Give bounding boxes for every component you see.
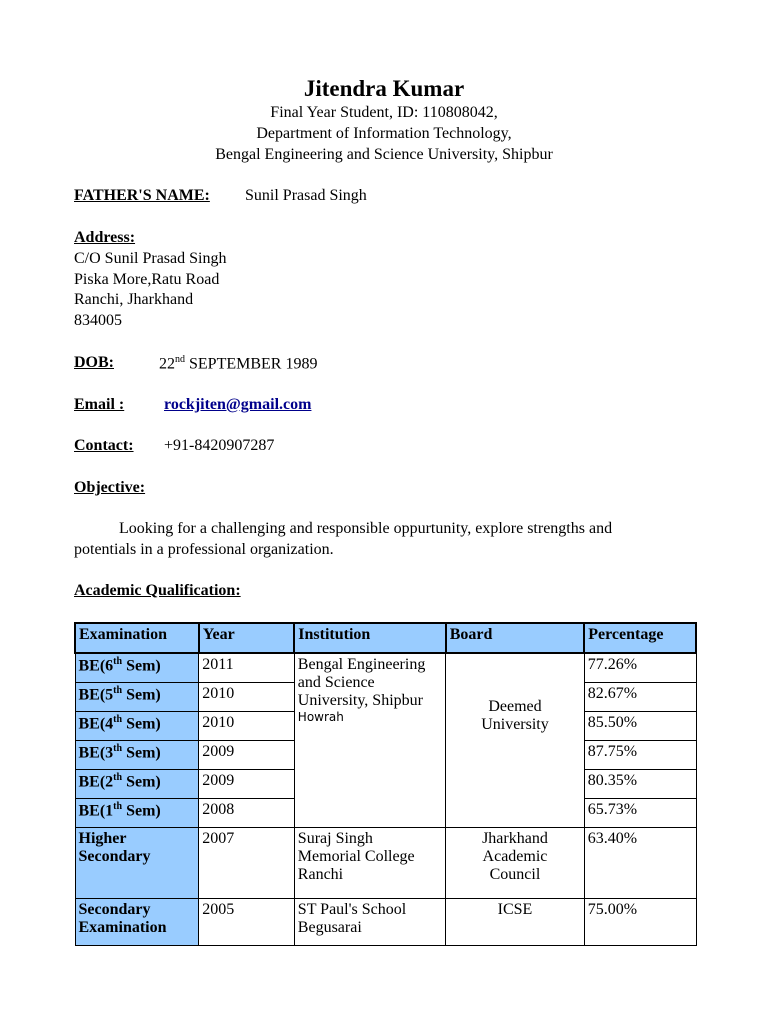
percent-cell: 82.67% bbox=[584, 683, 696, 712]
year-cell: 2009 bbox=[199, 741, 295, 770]
contact-value: +91-8420907287 bbox=[164, 437, 275, 454]
year-cell: 2007 bbox=[199, 828, 295, 899]
exam-cell: Secondary Examination bbox=[75, 899, 199, 946]
father-row bbox=[74, 187, 210, 205]
table-row bbox=[75, 828, 696, 899]
academic-label-row bbox=[74, 582, 241, 600]
objective-text-line-1: Looking for a challenging and responsible oppurtunity, explore strengths and bbox=[119, 520, 613, 537]
objective-label-row bbox=[74, 479, 145, 497]
year-cell: 2008 bbox=[199, 799, 295, 828]
institution-cell: Bengal Engineering and Science University, Shipbur Howrah bbox=[294, 653, 445, 828]
percent-cell: 80.35% bbox=[584, 770, 696, 799]
dob-value bbox=[159, 354, 317, 373]
table-row bbox=[75, 653, 696, 683]
objective-label: Objective: bbox=[74, 479, 146, 496]
exam-cell: BE(3th Sem) bbox=[75, 741, 199, 770]
father-label: FATHER'S NAME: bbox=[74, 187, 210, 204]
table-row bbox=[75, 899, 696, 946]
objective-text-line-2: potentials in a professional organization. bbox=[74, 541, 334, 558]
col-header-institution: Institution bbox=[294, 623, 445, 653]
email-label: Email : bbox=[74, 396, 125, 413]
year-cell: 2011 bbox=[199, 653, 295, 683]
header-line-3: Bengal Engineering and Science University, Shipbur bbox=[215, 146, 553, 163]
col-header-board: Board bbox=[446, 623, 584, 653]
dob-day: 22 bbox=[159, 355, 175, 373]
candidate-name: Jitendra Kumar bbox=[303, 76, 465, 101]
header-line-1: Final Year Student, ID: 110808042, bbox=[270, 104, 498, 121]
year-cell: 2005 bbox=[199, 899, 295, 946]
col-header-year: Year bbox=[199, 623, 295, 653]
institution-cell: Suraj Singh Memorial College Ranchi bbox=[294, 828, 445, 899]
dob-rest: SEPTEMBER 1989 bbox=[185, 355, 318, 373]
address-label-row bbox=[74, 229, 135, 247]
year-cell: 2010 bbox=[199, 712, 295, 741]
board-cell: ICSE bbox=[446, 899, 584, 946]
academic-table bbox=[74, 622, 697, 946]
table-header-row bbox=[75, 623, 696, 653]
father-value: Sunil Prasad Singh bbox=[245, 187, 367, 204]
dob-suffix: nd bbox=[175, 354, 185, 365]
address-line: Ranchi, Jharkhand bbox=[74, 291, 194, 308]
header-line-2: Department of Information Technology, bbox=[256, 125, 512, 142]
address-line: C/O Sunil Prasad Singh bbox=[74, 250, 227, 267]
exam-cell: BE(4th Sem) bbox=[75, 712, 199, 741]
email-label-row bbox=[74, 396, 124, 414]
address-label: Address: bbox=[74, 229, 136, 246]
percent-cell: 75.00% bbox=[584, 899, 696, 946]
email-value-wrap bbox=[164, 396, 311, 414]
contact-label-row bbox=[74, 437, 134, 455]
exam-cell: BE(2th Sem) bbox=[75, 770, 199, 799]
year-cell: 2010 bbox=[199, 683, 295, 712]
address-line: Piska More,Ratu Road bbox=[74, 271, 220, 288]
col-header-examination: Examination bbox=[75, 623, 199, 653]
board-cell: Jharkhand Academic Council bbox=[446, 828, 584, 899]
contact-label: Contact: bbox=[74, 437, 134, 454]
institution-cell: ST Paul's School Begusarai bbox=[294, 899, 445, 946]
email-link[interactable]: rockjiten@gmail.com bbox=[164, 396, 312, 413]
board-cell: Deemed University bbox=[446, 653, 584, 828]
exam-cell: Higher Secondary bbox=[75, 828, 199, 899]
year-cell: 2009 bbox=[199, 770, 295, 799]
exam-cell: BE(6th Sem) bbox=[75, 653, 199, 683]
percent-cell: 87.75% bbox=[584, 741, 696, 770]
percent-cell: 77.26% bbox=[584, 653, 696, 683]
percent-cell: 65.73% bbox=[584, 799, 696, 828]
percent-cell: 85.50% bbox=[584, 712, 696, 741]
col-header-percentage: Percentage bbox=[584, 623, 696, 653]
dob-label-row bbox=[74, 354, 114, 372]
institution-city: Howrah bbox=[297, 710, 344, 724]
academic-label: Academic Qualification: bbox=[74, 582, 241, 599]
percent-cell: 63.40% bbox=[584, 828, 696, 899]
exam-cell: BE(5th Sem) bbox=[75, 683, 199, 712]
exam-cell: BE(1th Sem) bbox=[75, 799, 199, 828]
address-line: 834005 bbox=[74, 312, 122, 329]
dob-label: DOB: bbox=[74, 354, 114, 371]
